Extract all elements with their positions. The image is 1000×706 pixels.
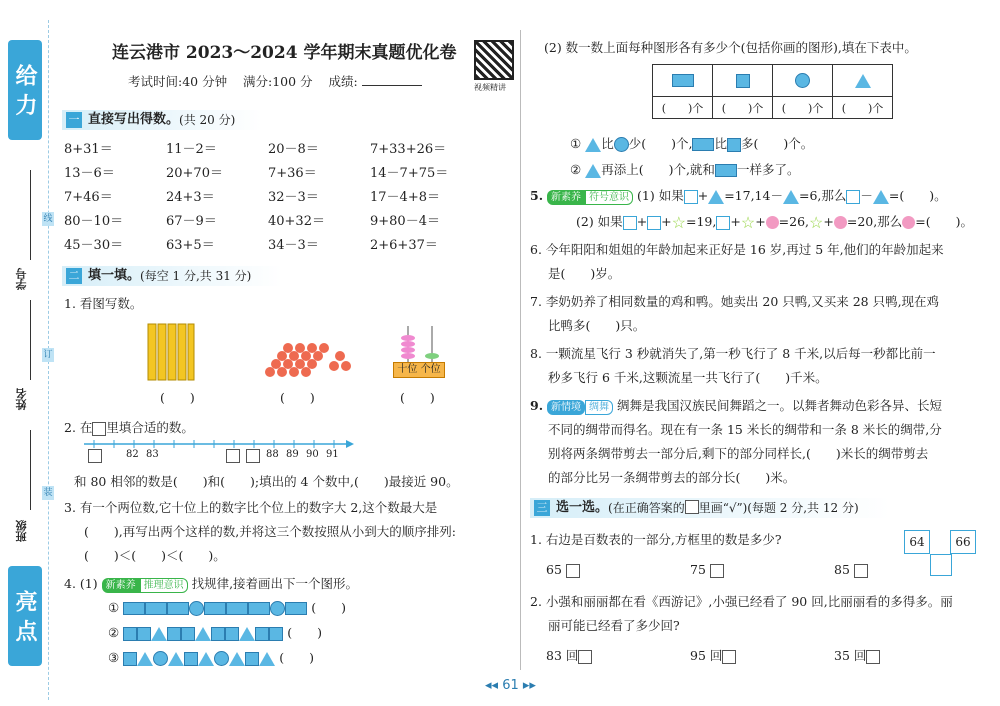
- square-icon: [647, 216, 661, 230]
- square-icon: [184, 652, 198, 666]
- tag-new-context: 新情境: [547, 400, 585, 415]
- rect-icon: [692, 138, 714, 151]
- r-q9-c: 别将两条绸带剪去一部分后,剩下的部分同样长,( )米长的绸带剪去: [548, 446, 929, 461]
- section-1-sub: (共 20 分): [179, 113, 236, 127]
- section-1-number: 一: [66, 112, 82, 128]
- q5-b: =17,14－: [724, 188, 783, 203]
- c2-a: 2. 小强和丽丽都在看《西游记》,小强已经看了 90 回,比丽丽看的多得多。丽: [530, 594, 953, 609]
- c1-option-a: [546, 562, 580, 578]
- q5-i: =( )。: [915, 214, 973, 229]
- pattern-1-label: ①: [108, 600, 120, 615]
- square-icon: [716, 216, 730, 230]
- r-q9-a: [530, 398, 942, 415]
- calc-item: 17－4+8＝: [370, 190, 440, 205]
- q5-g: =26,: [778, 214, 810, 229]
- q5-a: (1) 如果: [637, 188, 684, 203]
- label-xuehao: 学号: [15, 268, 28, 290]
- calc-item: 13－6＝: [64, 166, 115, 181]
- c1-b-check[interactable]: [710, 564, 724, 578]
- c2-c-label: 35 回: [834, 648, 867, 663]
- label-banji: 班级: [15, 520, 28, 542]
- section-2-sub: (每空 1 分,共 31 分): [140, 269, 252, 283]
- answer-blank-3[interactable]: ( ): [400, 390, 435, 405]
- nl-90: 90: [306, 449, 319, 460]
- circle-icon: [270, 601, 285, 616]
- q5-h: =20,那么: [846, 214, 903, 229]
- checkbox-icon: [685, 500, 699, 514]
- pattern-row-3: [108, 650, 314, 666]
- tag-new-literacy: 新素养: [547, 190, 585, 205]
- answer-blank-1[interactable]: ( ): [160, 390, 195, 405]
- r-q5-line1: 5. 新素养 符号意识 (1) 如果 + =17,14－ =6,那么 － =( )。: [530, 188, 947, 203]
- nl-91: 91: [326, 449, 339, 460]
- side-tab-bottom: 亮 点: [8, 566, 42, 666]
- c2-c-check[interactable]: [866, 650, 880, 664]
- triangle-icon: [195, 627, 211, 641]
- count-cell[interactable]: ( )个: [833, 97, 893, 119]
- square-icon: [181, 627, 195, 641]
- triangle-icon: [585, 138, 601, 152]
- q2-3-line-b: ( ),再写出两个这样的数,并将这三个数按照从小到大的顺序排列:: [84, 524, 456, 539]
- count-cell[interactable]: ( )个: [653, 97, 713, 119]
- pattern-2-label: ②: [108, 625, 120, 640]
- page-number: ◂◂ 61 ▸▸: [485, 678, 536, 693]
- tag-reasoning: 推理意识: [140, 578, 188, 593]
- compare-1-duo: 多( )个。: [740, 136, 814, 151]
- nl-88: 88: [266, 449, 279, 460]
- exam-info: [128, 72, 422, 90]
- rect-icon: [226, 602, 248, 615]
- calc-item: 24+3＝: [166, 190, 215, 205]
- calc-item: 63+5＝: [166, 238, 215, 253]
- circle-icon: [214, 651, 229, 666]
- calc-item: 2+6+37＝: [370, 238, 438, 253]
- q2-4-instruction: 找规律,接着画出下一个图形。: [191, 576, 359, 591]
- r-compare-2: [570, 162, 799, 178]
- qr-code-icon[interactable]: [474, 40, 514, 80]
- square-icon: [623, 216, 637, 230]
- section-1-header: [62, 110, 262, 130]
- pattern-1-blank[interactable]: ( ): [311, 600, 346, 615]
- square-icon: [123, 627, 137, 641]
- rect-icon: [715, 164, 737, 177]
- compare-1-label: ①: [570, 136, 582, 151]
- binding-tag-zhuang: 装: [43, 488, 53, 498]
- pattern-3-label: ③: [108, 650, 120, 665]
- rect-icon: [123, 602, 145, 615]
- calc-item: 14－7+75＝: [370, 166, 449, 181]
- rect-icon: [145, 602, 167, 615]
- r-q9-d: 的部分比另一条绸带剪去的部分长( )米。: [548, 470, 796, 485]
- q2-3-line-a: 3. 有一个两位数,它十位上的数字比个位上的数字大 2,这个数最大是: [64, 500, 438, 515]
- nl-89: 89: [286, 449, 299, 460]
- q9-line-a: 绸舞是我国汉族民间舞蹈之一。以舞者舞动色彩各异、长短: [617, 398, 943, 413]
- nl-82: 82: [126, 449, 139, 460]
- c2-a-check[interactable]: [578, 650, 592, 664]
- r-q9-b: 不同的绸带而得名。现在有一条 15 米长的绸带和一条 8 米长的绸带,分: [548, 422, 942, 437]
- exam-time: 考试时间:40 分钟: [128, 74, 228, 89]
- rect-icon: [204, 602, 226, 615]
- compare-2-text: 再添上( )个,就和: [601, 162, 715, 177]
- section-3-sub-b: 里画“√”)(每题 2 分,共 12 分): [698, 501, 859, 515]
- triangle-icon: [198, 652, 214, 666]
- section-3-header: [530, 498, 890, 518]
- pattern-2-blank[interactable]: ( ): [287, 625, 322, 640]
- bead-strings: [262, 336, 354, 380]
- square-icon: [269, 627, 283, 641]
- c1-text: 1. 右边是百数表的一部分,方框里的数是多少?: [530, 532, 782, 547]
- abacus-label: 十位 个位: [393, 362, 445, 378]
- tag-symbol-sense: 符号意识: [585, 190, 633, 205]
- calc-item: 7+33+26＝: [370, 142, 447, 157]
- c2-option-c: [834, 648, 880, 664]
- r-q8-a: 8. 一颗流星飞行 3 秒就消失了,第一秒飞行了 8 千米,以后每一秒都比前一: [530, 346, 936, 361]
- compare-1-bi: 比: [601, 136, 614, 151]
- circle-icon: [795, 73, 810, 88]
- square-icon: [123, 652, 137, 666]
- line-xingming: [30, 300, 31, 380]
- q5-c: =6,那么: [798, 188, 847, 203]
- calc-item: 7+36＝: [268, 166, 317, 181]
- r-compare-1: [570, 136, 813, 152]
- c1-c-label: 85: [834, 562, 850, 577]
- square-icon: [846, 190, 860, 204]
- q5-f: =19,: [686, 214, 717, 229]
- star-icon: ☆: [671, 212, 686, 232]
- calc-item: 20－8＝: [268, 142, 319, 157]
- q5-e: (2) 如果: [576, 214, 623, 229]
- calc-item: 8+31＝: [64, 142, 113, 157]
- triangle-icon: [783, 190, 799, 204]
- nl-83: 83: [146, 449, 159, 460]
- calc-item: 80－10＝: [64, 214, 124, 229]
- hundred-cell-66: 66: [950, 530, 976, 554]
- r-q7-a: 7. 李奶奶养了相同数量的鸡和鸭。她卖出 20 只鸭,又买来 28 只鸭,现在鸡: [530, 294, 940, 309]
- q2-3-line-c: ( )＜( )＜( )。: [84, 548, 226, 563]
- triangle-icon: [873, 190, 889, 204]
- square-icon: [167, 627, 181, 641]
- binding-tag-xian: 线: [43, 214, 53, 224]
- hundred-cell-target: [930, 554, 952, 576]
- square-icon: [225, 627, 239, 641]
- q2-2-b: 里填合适的数。: [106, 420, 194, 435]
- q2-2-a: 2. 在: [64, 420, 93, 435]
- calc-item: 32－3＝: [268, 190, 319, 205]
- section-2-title: 填一填。: [88, 268, 141, 283]
- q5-d: =( )。: [888, 188, 947, 203]
- line-xuehao: [30, 170, 31, 260]
- r-q7-b: 比鸭多( )只。: [548, 318, 646, 333]
- r-q6-b: 是( )岁。: [548, 266, 621, 281]
- pink-circle-icon: [834, 216, 847, 229]
- c1-option-b: [690, 562, 724, 578]
- hundred-cell-64: 64: [904, 530, 930, 554]
- circle-icon: [153, 651, 168, 666]
- section-2-header: [62, 266, 282, 286]
- rect-icon: [167, 602, 189, 615]
- r-q6-a: 6. 今年阳阳和姐姐的年龄加起来正好是 16 岁,再过 5 年,他们的年龄加起来: [530, 242, 944, 257]
- c2-b: 丽可能已经看了多少回?: [548, 618, 680, 633]
- q2-1-text: 1. 看图写数。: [64, 296, 143, 311]
- c1-c-check[interactable]: [854, 564, 868, 578]
- section-3-title: 选一选。: [556, 500, 609, 515]
- rect-icon: [285, 602, 307, 615]
- count-cell[interactable]: ( )个: [713, 97, 773, 119]
- section-3-sub-a: (在正确答案的: [608, 501, 685, 515]
- pattern-row-1: [108, 600, 346, 616]
- compare-2-label: ②: [570, 162, 582, 177]
- calc-item: 20+70＝: [166, 166, 223, 181]
- c1-a-check[interactable]: [566, 564, 580, 578]
- label-xingming: 姓名: [15, 388, 28, 410]
- number-line-box-1[interactable]: [88, 449, 102, 463]
- calc-item: 67－9＝: [166, 214, 217, 229]
- rect-icon: [248, 602, 270, 615]
- triangle-icon: [585, 164, 601, 178]
- exam-full-score: 满分:100 分: [243, 74, 313, 89]
- side-tab-top: 给 力: [8, 40, 42, 140]
- calc-item: 11－2＝: [166, 142, 217, 157]
- triangle-icon: [137, 652, 153, 666]
- q9-num: 9.: [530, 398, 544, 413]
- c1-a-label: 65: [546, 562, 562, 577]
- calc-item: 7+46＝: [64, 190, 113, 205]
- square-icon: [684, 190, 698, 204]
- calc-item: 9+80－4＝: [370, 214, 440, 229]
- tag-silk-dance: 绸舞: [585, 400, 613, 415]
- number-line-box-3[interactable]: [246, 449, 260, 463]
- c2-b-check[interactable]: [722, 650, 736, 664]
- compare-1-shao: 少( )个,: [628, 136, 693, 151]
- r-q2-text: (2) 数一数上面每种图形各有多少个(包括你画的图形),填在下表中。: [544, 40, 917, 55]
- square-icon: [736, 74, 750, 88]
- triangle-icon: [708, 190, 724, 204]
- pattern-3-blank[interactable]: ( ): [279, 650, 314, 665]
- calc-item: 40+32＝: [268, 214, 325, 229]
- line-banji: [30, 430, 31, 510]
- rect-icon: [672, 74, 694, 87]
- circle-icon: [189, 601, 204, 616]
- abacus-beads: [392, 326, 448, 362]
- tag-new-literacy: 新素养: [102, 578, 140, 593]
- c2-b-label: 95 回: [690, 648, 723, 663]
- q2-4-text: [64, 576, 358, 593]
- compare-2-end: 一样多了。: [736, 162, 800, 177]
- calc-item: 45－30＝: [64, 238, 124, 253]
- count-cell[interactable]: ( )个: [773, 97, 833, 119]
- q2-2-text: [64, 420, 194, 436]
- r-q5-line2: (2) 如果 + +☆=19, +☆+ =26,☆+ =20,那么 =( )。: [576, 212, 973, 232]
- pink-circle-icon: [766, 216, 779, 229]
- c2-a-label: 83 回: [546, 648, 579, 663]
- square-icon: [137, 627, 151, 641]
- triangle-icon: [229, 652, 245, 666]
- page-number-value: 61: [502, 678, 519, 693]
- triangle-icon: [259, 652, 275, 666]
- star-icon: ☆: [740, 212, 756, 232]
- shape-count-table: [652, 64, 893, 119]
- q2-4-num: 4. (1): [64, 576, 98, 591]
- r-q8-b: 秒多飞行 6 千米,这颗流星一共飞行了( )千米。: [548, 370, 828, 385]
- pink-circle-icon: [902, 216, 915, 229]
- bundles-of-sticks: [146, 322, 196, 382]
- compare-1-bi2: 比: [714, 136, 727, 151]
- page-title: 连云港市 2023～2024 学年期末真题优化卷: [112, 43, 457, 63]
- section-3-number: 三: [534, 500, 550, 516]
- qr-caption: 视频精讲: [474, 83, 506, 92]
- triangle-icon: [239, 627, 255, 641]
- center-divider: [520, 30, 521, 670]
- c2-option-b: [690, 648, 736, 664]
- answer-box[interactable]: [92, 422, 106, 436]
- q5-num: 5.: [530, 188, 544, 203]
- number-line-box-2[interactable]: [226, 449, 240, 463]
- triangle-icon: [168, 652, 184, 666]
- score-line: [362, 85, 422, 86]
- exam-score-label: 成绩:: [328, 74, 358, 89]
- star-icon: ☆: [809, 212, 824, 232]
- square-icon: [245, 652, 259, 666]
- pattern-row-2: [108, 625, 322, 641]
- calc-item: 34－3＝: [268, 238, 319, 253]
- section-1-title: 直接写出得数。: [88, 112, 180, 127]
- square-icon: [255, 627, 269, 641]
- triangle-icon: [151, 627, 167, 641]
- c2-option-a: [546, 648, 592, 664]
- triangle-icon: [855, 74, 871, 88]
- answer-blank-2[interactable]: ( ): [280, 390, 315, 405]
- section-2-number: 二: [66, 268, 82, 284]
- square-icon: [211, 627, 225, 641]
- q2-2-line: 和 80 相邻的数是( )和( );填出的 4 个数中,( )最接近 90。: [74, 474, 459, 489]
- circle-icon: [614, 137, 629, 152]
- c1-option-c: [834, 562, 868, 578]
- square-icon: [727, 138, 741, 152]
- c1-b-label: 75: [690, 562, 706, 577]
- binding-tag-ding: 订: [43, 350, 53, 360]
